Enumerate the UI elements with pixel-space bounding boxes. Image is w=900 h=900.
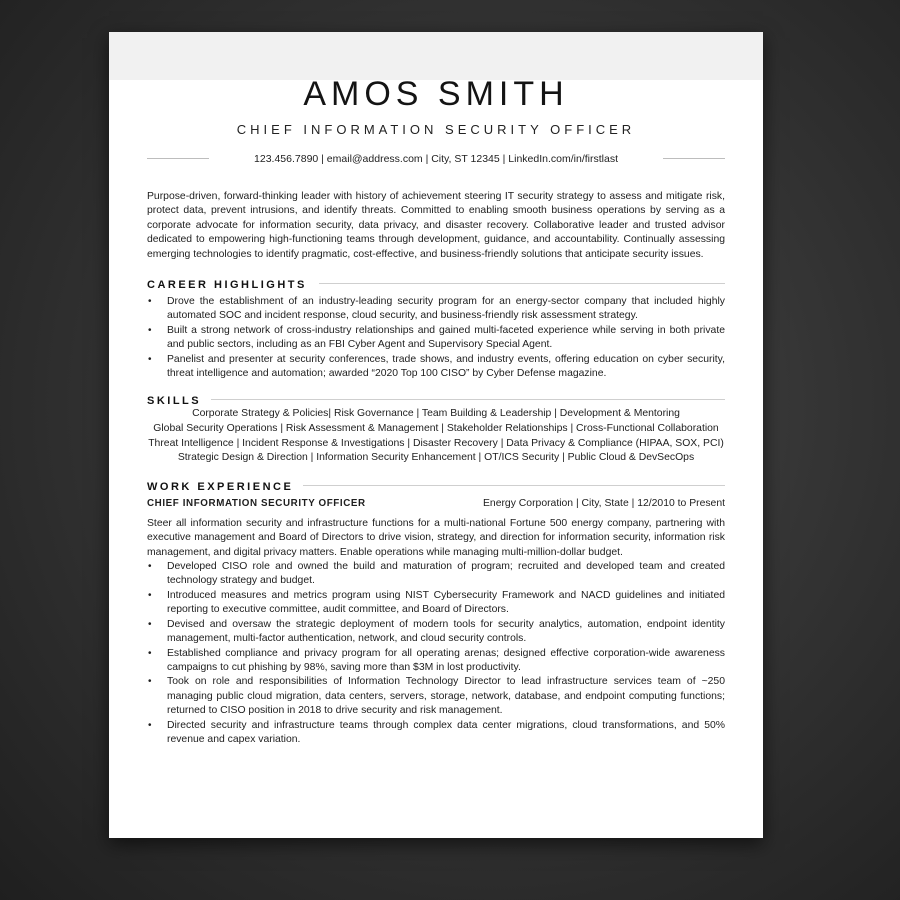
job-description: Steer all information security and infrastructure functions for a multi-national Fortune 500 energy company, partnering with executive management and Board of Directors to drive vision, strategy, and direction for information security, information risk management, and digital privacy matters. Enable operations while managing multi-million-dollar budget. [147,517,725,558]
section-heading-experience [147,477,725,493]
header-band [109,32,763,80]
list-item [147,295,725,324]
highlights-list [147,295,725,381]
list-item-text: Took on role and responsibilities of Information Technology Director to lead infrastructure services team of ~250 managing public cloud migration, data centers, servers, storage, network, database, and endpoint computing functions; returned to CISO position in 2018 to drive security and risk management. [167,676,725,717]
section-rule [207,399,725,400]
list-item-text: Introduced measures and metrics program using NIST Cybersecurity Framework and NACD guidelines and initiated reporting to executive committee, audit committee, and Board of Directors. [167,589,725,616]
candidate-name: AMOS SMITH [303,75,569,113]
contact-rule-right [663,158,725,159]
section-title: CAREER HIGHLIGHTS [147,279,317,291]
skills-line: Corporate Strategy & Policies| Risk Governance | Team Building & Leadership | Development & Mentoring [192,408,680,420]
bullet-icon: • [148,296,152,308]
skills-block [147,407,725,465]
section-rule [319,283,725,284]
contact-info: 123.456.7890 | email@address.com | City, ST 12345 | LinkedIn.com/in/firstlast [254,153,618,165]
bullet-icon: • [148,353,152,365]
section-heading-skills [147,391,725,407]
skills-line: Strategic Design & Direction | Information Security Enhancement | OT/ICS Security | Public Cloud & DevSecOps [177,452,695,464]
skills-line: Threat Intelligence | Incident Response & Investigations | Disaster Recovery | Data Privacy & Compliance (HIPAA, SOX, PCI) [148,437,724,449]
bullet-icon: • [148,589,152,601]
list-item-text: Directed security and infrastructure teams through complex data center migrations, cloud transformations, and 50% revenue and capex variation. [167,719,725,745]
section-title: WORK EXPERIENCE [147,481,303,493]
section-rule [295,485,725,486]
section-heading-highlights [147,275,725,291]
bullet-icon: • [148,324,152,336]
job-bullets [147,560,725,747]
candidate-title: CHIEF INFORMATION SECURITY OFFICER [236,122,636,137]
job-title: CHIEF INFORMATION SECURITY OFFICER [147,497,366,509]
contact-row [147,152,725,166]
bullet-icon: • [148,719,152,731]
list-item-text: Built a strong network of cross-industry relationships and gained multi-faceted experience while serving in both private and public sectors, including as an FBI Cyber Agent and Supervisory Special Agent. [167,324,725,351]
list-item [147,324,725,353]
list-item [147,647,725,676]
list-item-text: Panelist and presenter at security conferences, trade shows, and industry events, offering education on cyber security, threat intelligence and automation; awarded “2020 Top 100 CISO” by Cyber Defense magazine. [167,353,725,380]
skills-line: Global Security Operations | Risk Assessment & Management | Stakeholder Relationships | Cross-Functional Collaboration [153,423,719,435]
section-title: SKILLS [147,395,211,407]
list-item [147,618,725,647]
resume-page [109,32,763,838]
list-item-text: Devised and oversaw the strategic deployment of modern tools for security analytics, automation, endpoint identity management, multi-factor authentication, network, and cloud security controls. [167,618,725,645]
job-header [147,497,725,511]
job-meta: Energy Corporation | City, State | 12/2010 to Present [482,497,725,509]
bullet-icon: • [148,676,152,688]
list-item-text: Developed CISO role and owned the build and maturation of program; recruited and developed team and created technology strategy and budget. [167,561,725,587]
resume-content [147,190,725,747]
list-item [147,353,725,382]
list-item [147,675,725,718]
list-item [147,589,725,618]
list-item-text: Established compliance and privacy program for all operating arenas; designed effective corporation-wide awareness campaigns to cut phishing by 98%, saving more than $3M in lost productivity. [167,647,725,673]
bullet-icon: • [148,647,152,659]
summary-paragraph: Purpose-driven, forward-thinking leader with history of achievement steering IT security strategy to assess and mitigate risk, protect data, prevent intrusions, and identify threats. Committed to enabling smooth business operations by serving as a corporate advocate for information security, data privacy, and disaster recovery. Collaborative leader and trusted advisor dedicated to empowering high-functioning teams through development, guidance, and accountability. Continually assessing emerging technologies to identify pragmatic, cost-effective, and business-friendly solutions that anticipate security issues. [147,191,725,260]
bullet-icon: • [148,561,152,573]
list-item-text: Drove the establishment of an industry-leading security program for an energy-sector company that included highly automated SOC and incident response, cloud security, and business-friendly risk assessment strategy. [167,296,725,322]
list-item [147,719,725,748]
bullet-icon: • [148,618,152,630]
list-item [147,560,725,589]
